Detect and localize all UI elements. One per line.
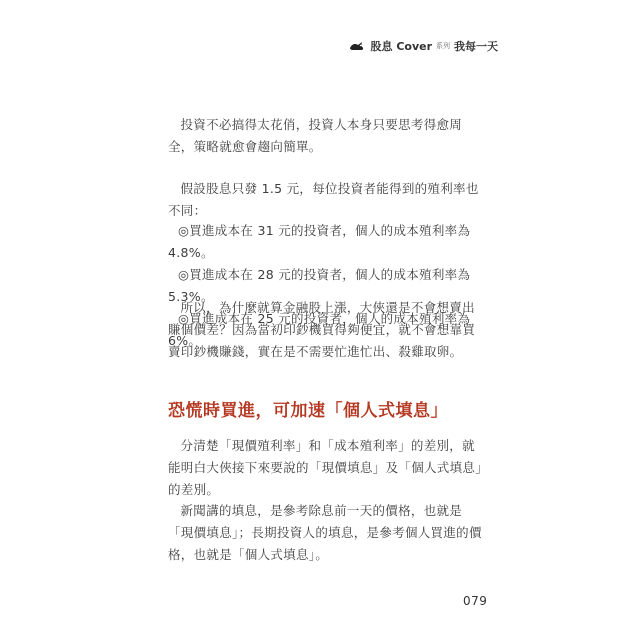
paragraph-text: 分清楚「現價殖利率」和「成本殖利率」的差別，就能明白大俠接下來要說的「現價填息」及「個人式填息」的差別。 bbox=[168, 438, 482, 497]
paragraph-2 bbox=[168, 178, 486, 222]
running-header bbox=[349, 38, 498, 54]
series-title: 股息 Cover bbox=[370, 40, 432, 53]
list-item: ◎買進成本在 31 元的投資者，個人的成本殖利率為 4.8%。 bbox=[168, 223, 471, 260]
paragraph-4 bbox=[168, 435, 486, 501]
book-title: 我每一天 bbox=[454, 40, 498, 53]
bird-icon bbox=[349, 40, 365, 52]
page-number: 079 bbox=[463, 594, 488, 608]
list-item: ◎買進成本在 25 元的投資者，個人的成本殖利率為 6%。 bbox=[168, 311, 471, 348]
paragraph-text: 所以，為什麼就算金融股上漲，大俠還是不會想賣出賺個價差？因為當初印鈔機買得夠便宜，就不會想靠買賣印鈔機賺錢，實在是不需要忙進忙出、殺雞取卵。 bbox=[168, 300, 476, 359]
paragraph-text: 假設股息只發 1.5 元，每位投資者能得到的殖利率也不同： bbox=[168, 181, 479, 218]
paragraph-1 bbox=[168, 114, 486, 158]
paragraph-text: 投資不必搞得太花俏，投資人本身只要思考得愈周全，策略就愈會趨向簡單。 bbox=[168, 117, 463, 154]
paragraph-3 bbox=[168, 297, 486, 363]
list-item: ◎買進成本在 28 元的投資者，個人的成本殖利率為 5.3%。 bbox=[168, 267, 471, 304]
section-heading: 恐慌時買進，可加速「個人式填息」 bbox=[168, 401, 448, 421]
series-separator: 系列 bbox=[436, 42, 450, 50]
paragraph-5 bbox=[168, 500, 486, 566]
paragraph-text: 新聞講的填息，是參考除息前一天的價格，也就是「現價填息」；長期投資人的填息，是參考個人買進的價格，也就是「個人式填息」。 bbox=[168, 503, 482, 562]
